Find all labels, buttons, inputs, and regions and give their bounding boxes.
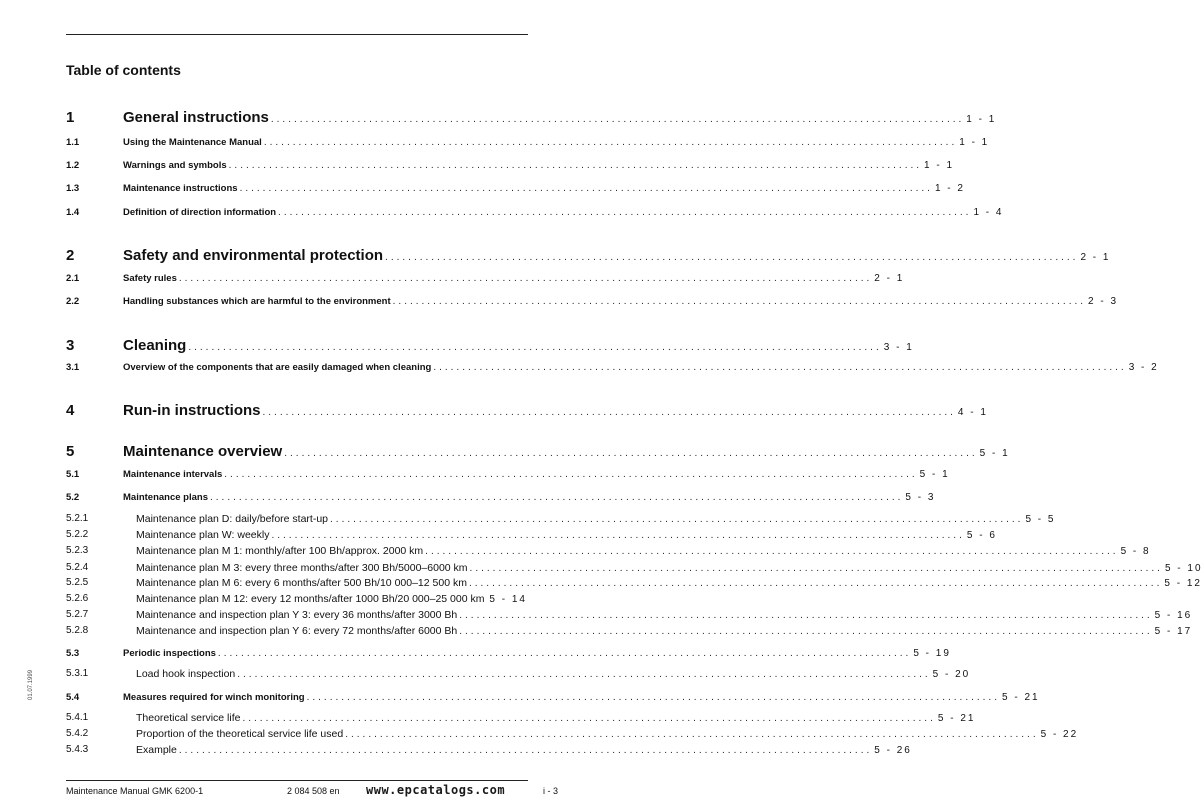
toc-leader-dots: ........................................................................................................................ — [306, 692, 1000, 703]
toc-entry[interactable] — [0, 109, 997, 131]
toc-entry-page: 5 - 26 — [874, 745, 912, 756]
toc-entry-title: Maintenance instructions — [123, 183, 238, 194]
toc-entry-title: Maintenance and inspection plan Y 3: every 36 months/after 3000 Bh — [136, 609, 458, 621]
toc-entry-page: 2 - 3 — [1088, 296, 1119, 307]
toc-entry[interactable] — [0, 137, 990, 153]
toc-entry-number: 5 — [66, 443, 75, 460]
toc-entry-number: 5.1 — [66, 469, 80, 480]
toc-leader-dots — [486, 594, 487, 605]
toc-leader-dots: ........................................................................................................................ — [345, 729, 1039, 740]
toc-entry-title: Periodic inspections — [123, 648, 216, 659]
toc-entry-number: 1.3 — [66, 183, 80, 194]
toc-entry-number: 2.1 — [66, 273, 80, 284]
toc-entry[interactable] — [0, 492, 936, 508]
toc-entry-page: 2 - 1 — [1080, 252, 1111, 263]
toc-entry-title: Maintenance plan M 6: every 6 months/after 500 Bh/10 000–12 500 km — [136, 577, 467, 589]
toc-entry[interactable] — [0, 668, 971, 683]
toc-entry-page: 5 - 20 — [932, 669, 971, 680]
toc-entry-title: Load hook inspection — [136, 668, 236, 680]
toc-entry-title: Safety rules — [123, 273, 177, 284]
toc-entry[interactable] — [0, 712, 976, 727]
side-stamp: 01.07.1999 — [28, 669, 34, 700]
toc-leader-dots: ........................................................................................................................ — [188, 342, 882, 353]
toc-entry[interactable] — [0, 545, 1151, 560]
toc-leader-dots: ........................................................................................................................ — [459, 626, 1153, 637]
toc-entry[interactable] — [0, 744, 912, 759]
toc-entry-title: Maintenance overview — [123, 443, 283, 460]
toc-leader-dots: ........................................................................................................................ — [433, 362, 1127, 373]
toc-leader-dots: ........................................................................................................................ — [228, 160, 923, 171]
toc-entry-page: 1 - 4 — [973, 207, 1004, 218]
toc-entry-title: Maintenance plan M 12: every 12 months/after 1000 Bh/20 000–25 000 km — [136, 593, 485, 605]
toc-entry-number: 1 — [66, 109, 75, 126]
toc-entry-number: 5.2.4 — [66, 562, 89, 573]
toc-entry-title: Handling substances which are harmful to the environment — [123, 296, 391, 307]
toc-entry[interactable] — [0, 247, 1111, 269]
footer-manual-title: Maintenance Manual GMK 6200-1 — [66, 786, 204, 796]
toc-entry-title: Maintenance plan D: daily/before start-up — [136, 513, 329, 525]
toc-entry-number: 5.4.3 — [66, 744, 89, 755]
toc-entry[interactable] — [0, 648, 951, 664]
toc-leader-dots: ........................................................................................................................ — [217, 648, 912, 659]
toc-entry-page: 5 - 6 — [966, 530, 997, 541]
toc-entry-number: 2 — [66, 247, 75, 264]
toc-leader-dots: ........................................................................................................................ — [425, 546, 1119, 557]
toc-entry[interactable] — [0, 469, 950, 485]
toc-entry[interactable] — [0, 443, 1010, 465]
toc-leader-dots: ........................................................................................................................ — [469, 563, 1163, 574]
toc-entry-number: 5.2.3 — [66, 545, 89, 556]
toc-entry[interactable] — [0, 207, 1004, 223]
toc-entry-page: 5 - 19 — [913, 648, 951, 659]
toc-leader-dots: ........................................................................................................................ — [178, 745, 873, 756]
toc-entry[interactable] — [0, 562, 1203, 577]
toc-entry[interactable] — [0, 337, 914, 359]
toc-entry-number: 5.3 — [66, 648, 80, 659]
toc-leader-dots: ........................................................................................................................ — [278, 207, 972, 218]
toc-entry-page: 5 - 16 — [1154, 610, 1193, 621]
toc-leader-dots: ........................................................................................................................ — [242, 713, 936, 724]
toc-entry[interactable] — [0, 160, 955, 176]
toc-entry[interactable] — [0, 402, 988, 424]
toc-entry-title: Maintenance intervals — [123, 469, 223, 480]
toc-entry-number: 1.2 — [66, 160, 80, 171]
toc-leader-dots: ........................................................................................................................ — [239, 183, 933, 194]
toc-leader-dots: ........................................................................................................................ — [392, 296, 1087, 307]
toc-leader-dots: ........................................................................................................................ — [224, 469, 918, 480]
toc-entry-page: 1 - 2 — [934, 183, 965, 194]
toc-entry[interactable] — [0, 609, 1193, 624]
toc-entry-title: Using the Maintenance Manual — [123, 137, 262, 148]
footer-watermark: www.epcatalogs.com — [366, 783, 506, 797]
toc-entry-number: 5.2.1 — [66, 513, 89, 524]
toc-entry-number: 5.3.1 — [66, 668, 89, 679]
toc-leader-dots: ........................................................................................................................ — [385, 252, 1079, 263]
toc-entry-page: 2 - 1 — [874, 273, 905, 284]
toc-entry-number: 5.4.2 — [66, 728, 89, 739]
toc-entry[interactable] — [0, 625, 1193, 640]
toc-entry-title: Maintenance plan M 1: monthly/after 100 Bh/approx. 2000 km — [136, 545, 424, 557]
toc-entry-page: 5 - 10 — [1164, 563, 1203, 574]
toc-entry-number: 5.2.5 — [66, 577, 89, 588]
toc-entry-page: 5 - 21 — [937, 713, 976, 724]
toc-entry-page: 3 - 2 — [1128, 362, 1159, 373]
toc-entry[interactable] — [0, 529, 997, 544]
toc-entry-page: 4 - 1 — [957, 407, 988, 418]
toc-entry-number: 1.4 — [66, 207, 80, 218]
toc-entry-title: Warnings and symbols — [123, 160, 227, 171]
toc-entry-number: 1.1 — [66, 137, 80, 148]
toc-entry[interactable] — [0, 296, 1119, 312]
toc-entry-page: 5 - 1 — [919, 469, 950, 480]
toc-entry[interactable] — [0, 692, 1040, 708]
toc-entry-page: 5 - 14 — [489, 594, 527, 605]
toc-leader-dots: ........................................................................................................................ — [237, 669, 931, 680]
toc-leader-dots: ........................................................................................................................ — [178, 273, 873, 284]
toc-entry-page: 1 - 1 — [959, 137, 990, 148]
toc-entry-title: Proportion of the theoretical service life used — [136, 728, 344, 740]
toc-entry-number: 5.2.8 — [66, 625, 89, 636]
toc-entry-number: 5.2.6 — [66, 593, 89, 604]
toc-entry-number: 5.2 — [66, 492, 80, 503]
toc-entry[interactable] — [0, 273, 905, 289]
toc-entry-title: Example — [136, 744, 177, 756]
toc-entry-number: 5.2.7 — [66, 609, 89, 620]
toc-entry-title: Measures required for winch monitoring — [123, 692, 305, 703]
toc-leader-dots: ........................................................................................................................ — [263, 137, 958, 148]
toc-leader-dots: ........................................................................................................................ — [210, 492, 904, 503]
toc-entry-number: 3 — [66, 337, 75, 354]
toc-entry[interactable] — [0, 728, 1079, 743]
toc-entry[interactable] — [0, 593, 579, 608]
toc-entry[interactable] — [0, 362, 1159, 378]
toc-entry-number: 5.2.2 — [66, 529, 89, 540]
toc-entry[interactable] — [0, 183, 965, 199]
toc-leader-dots: ........................................................................................................................ — [468, 578, 1163, 589]
toc-entry-title: Safety and environmental protection — [123, 247, 384, 264]
toc-entry-title: Overview of the components that are easily damaged when cleaning — [123, 362, 432, 373]
toc-entry-page: 5 - 8 — [1120, 546, 1151, 557]
footer-doc-number: 2 084 508 en — [287, 786, 340, 796]
toc-entry-title: Maintenance and inspection plan Y 6: every 72 months/after 6000 Bh — [136, 625, 458, 637]
toc-leader-dots: ........................................................................................................................ — [270, 114, 965, 125]
toc-entry-number: 2.2 — [66, 296, 80, 307]
toc-entry-title: Run-in instructions — [123, 402, 261, 419]
toc-entry-title: General instructions — [123, 109, 269, 126]
toc-entry-page: 1 - 1 — [966, 114, 997, 125]
toc-entry-page: 5 - 21 — [1002, 692, 1040, 703]
toc-entry-page: 5 - 22 — [1040, 729, 1079, 740]
bottom-rule — [66, 780, 528, 781]
toc-entry-number: 4 — [66, 402, 75, 419]
toc-entry-page: 3 - 1 — [883, 342, 914, 353]
toc-entry-title: Maintenance plan W: weekly — [136, 529, 270, 541]
toc-leader-dots: ........................................................................................................................ — [284, 448, 978, 459]
toc-entry-number: 5.4.1 — [66, 712, 89, 723]
toc-leader-dots: ........................................................................................................................ — [459, 610, 1153, 621]
toc-leader-dots: ........................................................................................................................ — [262, 407, 956, 418]
toc-leader-dots: ........................................................................................................................ — [330, 514, 1024, 525]
page-title: Table of contents — [66, 62, 181, 78]
toc-entry-number: 3.1 — [66, 362, 80, 373]
toc-entry[interactable] — [0, 577, 1202, 592]
toc-entry-title: Cleaning — [123, 337, 187, 354]
toc-entry-page: 5 - 1 — [979, 448, 1010, 459]
toc-entry-number: 5.4 — [66, 692, 80, 703]
footer-page-number: i - 3 — [543, 786, 559, 796]
toc-entry-page: 5 - 17 — [1154, 626, 1193, 637]
toc-entry-page: 5 - 3 — [905, 492, 936, 503]
toc-entry-title: Maintenance plan M 3: every three months/after 300 Bh/5000–6000 km — [136, 562, 468, 574]
toc-leader-dots: ........................................................................................................................ — [271, 530, 965, 541]
toc-entry-page: 5 - 12 — [1164, 578, 1202, 589]
toc-entry-title: Definition of direction information — [123, 207, 277, 218]
toc-entry-page: 5 - 5 — [1025, 514, 1056, 525]
toc-entry[interactable] — [0, 513, 1056, 528]
toc-entry-title: Maintenance plans — [123, 492, 208, 503]
toc-entry-title: Theoretical service life — [136, 712, 241, 724]
toc-entry-page: 1 - 1 — [924, 160, 955, 171]
